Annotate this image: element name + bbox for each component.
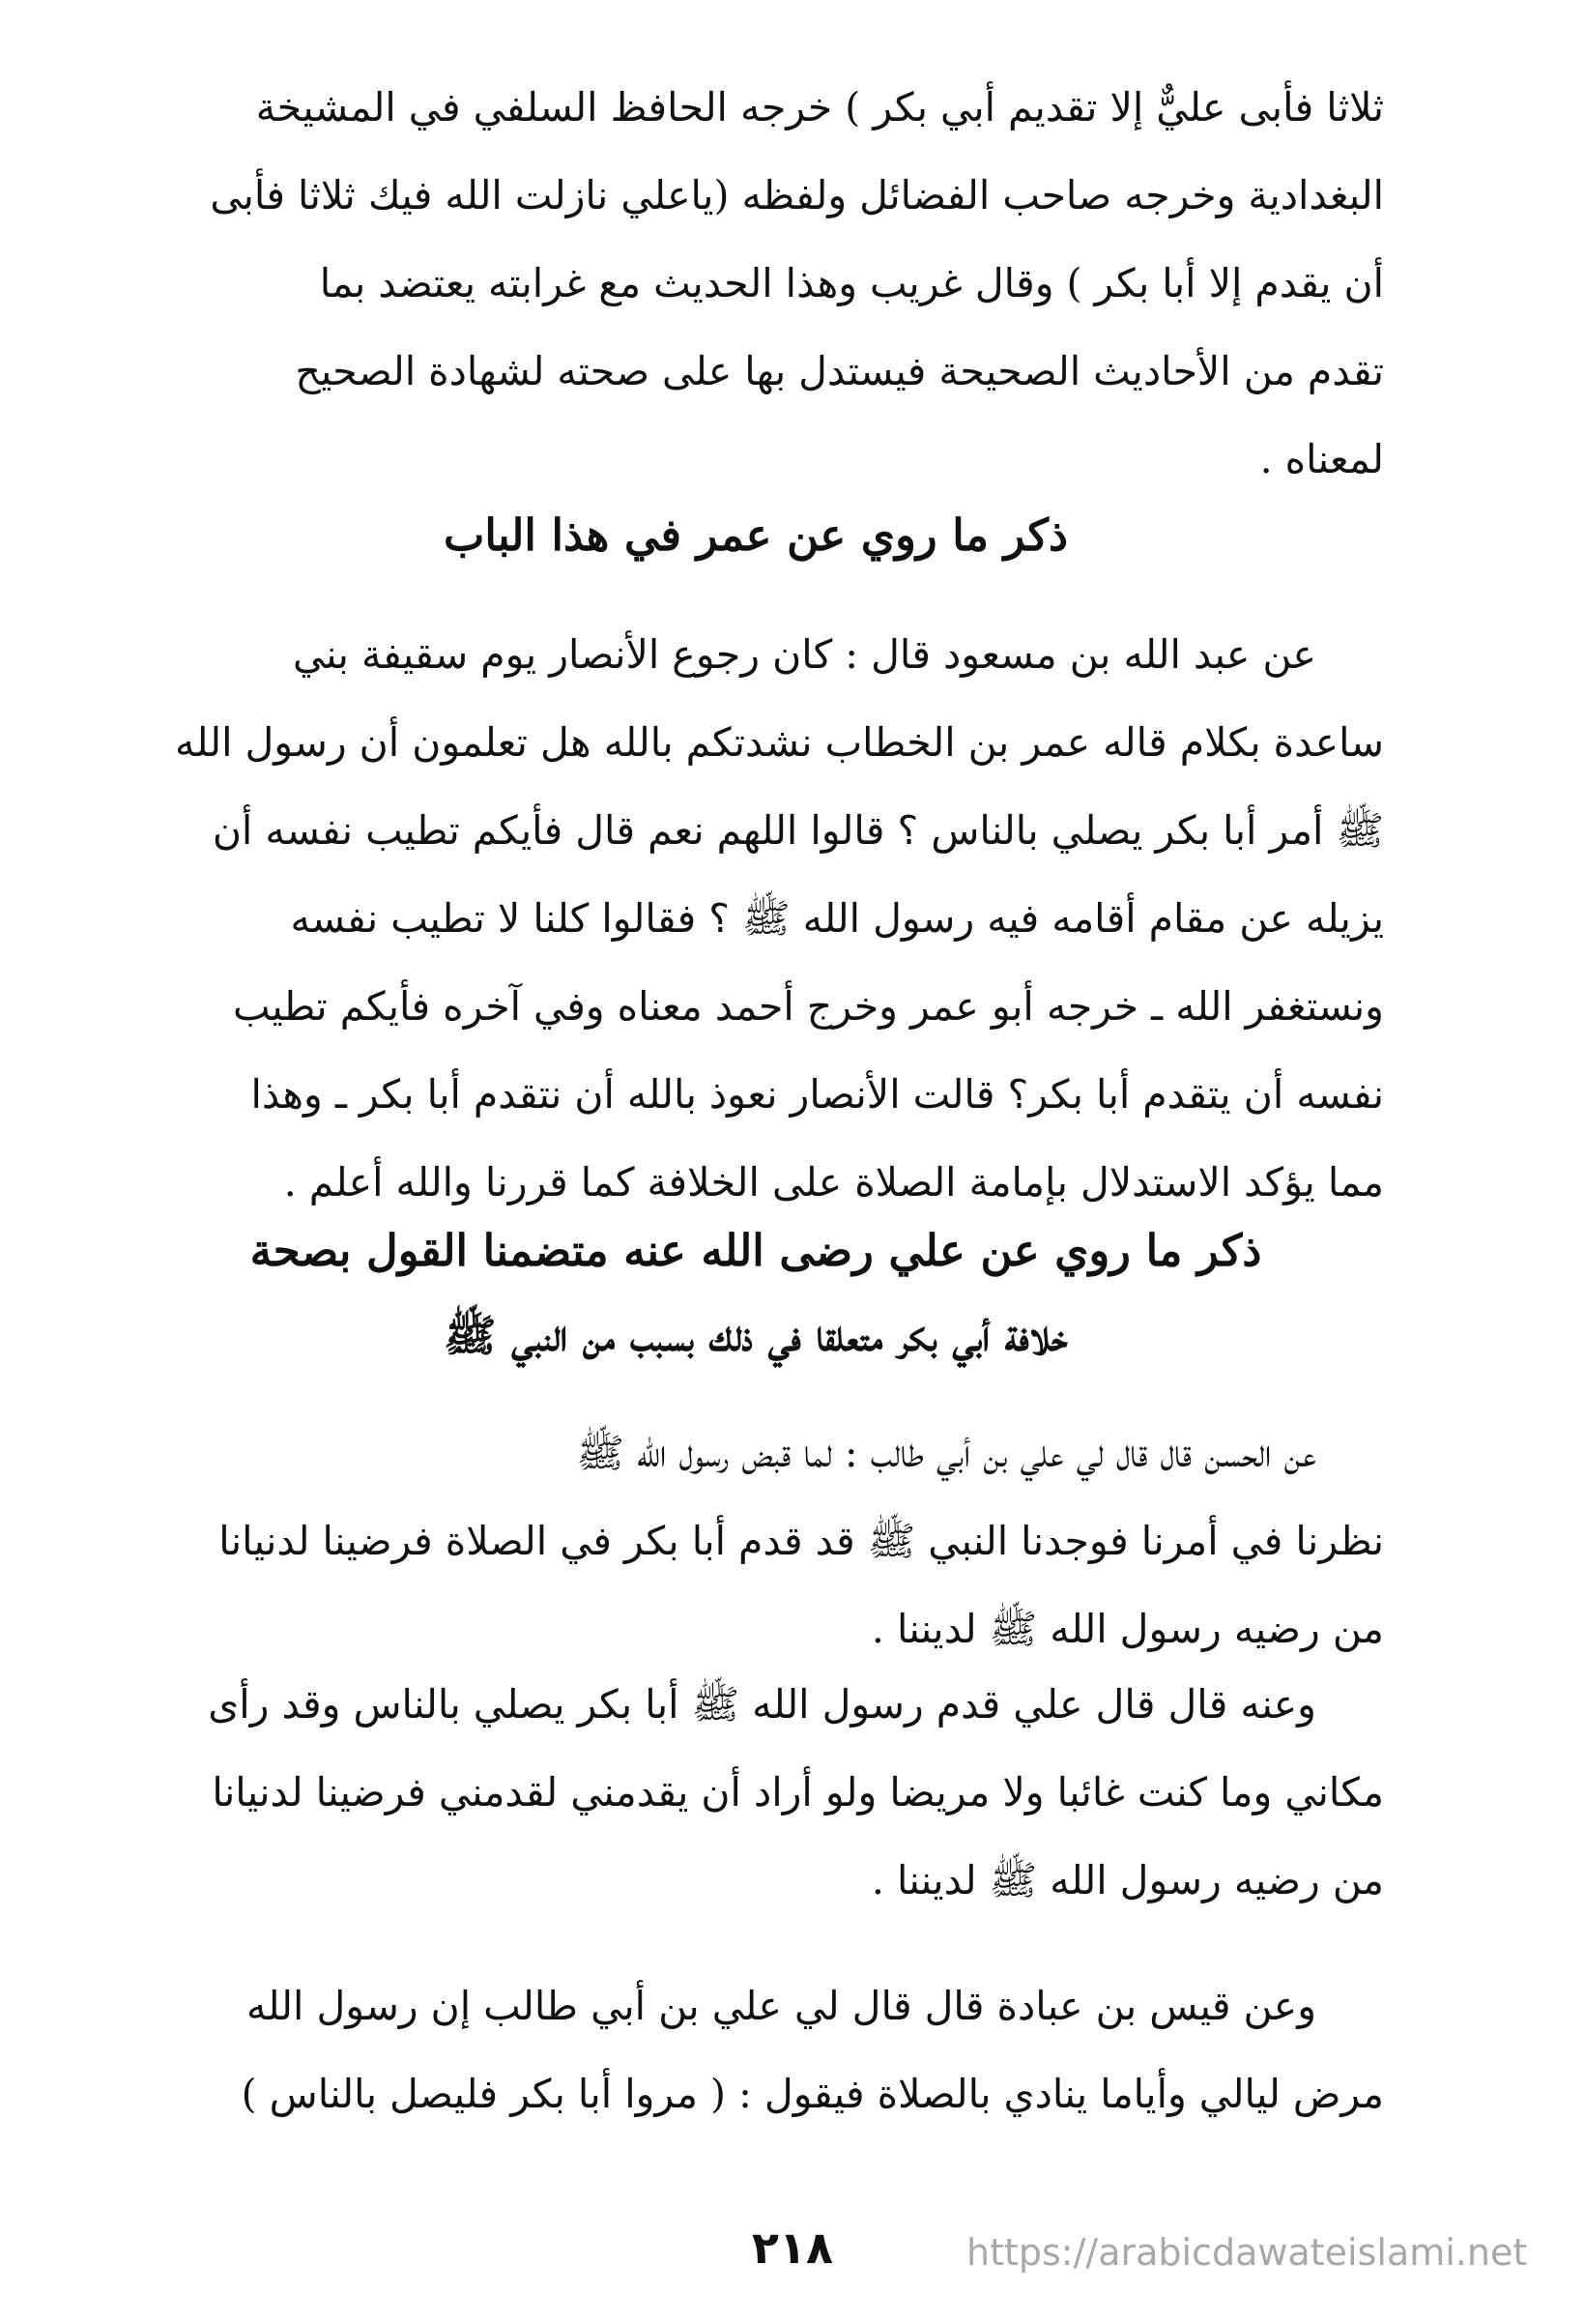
text-line: لمعناه . xyxy=(1259,436,1384,482)
text-line: من رضيه رسول الله ﷺ لديننا . xyxy=(871,1606,1384,1652)
text-line: وعنه قال قال علي قدم رسول الله ﷺ أبا بكر يصلي بالناس وقد رأى xyxy=(208,1681,1316,1728)
section-heading xyxy=(128,493,1384,578)
text-line: مكاني وما كنت غائبا ولا مريضا ولو أراد أن يقدمني لقدمني فرضينا لدنيانا xyxy=(212,1769,1384,1816)
paragraph xyxy=(128,1409,1384,1673)
paragraph xyxy=(128,611,1384,1227)
heading-line: ذكر ما روي عن عمر في هذا الباب xyxy=(444,509,1068,561)
section-heading xyxy=(128,1208,1384,1379)
text-line: ساعدة بكلام قاله عمر بن الخطاب نشدتكم بالله هل تعلمون أن رسول الله xyxy=(175,719,1384,766)
paragraph xyxy=(128,1661,1384,1925)
text-line: وعن قيس بن عبادة قال قال لي علي بن أبي طالب إن رسول الله xyxy=(246,1983,1316,2029)
heading-line: ذكر ما روي عن علي رضى الله عنه متضمنا القول بصحة xyxy=(249,1225,1262,1276)
heading-line: خلافة أبي بكر متعلقا في ذلك بسبب من النبي ﷺ xyxy=(444,1310,1068,1361)
text-line: ونستغفر الله ـ خرجه أبو عمر وخرج أحمد معناه وفي آخره فأيكم تطيب xyxy=(232,983,1384,1030)
text-line: مرض ليالي وأياما ينادي بالصلاة فيقول : ( مروا أبا بكر فليصل بالناس ) xyxy=(241,2071,1384,2117)
page-number: ٢١٨ xyxy=(751,2222,834,2274)
text-line: البغدادية وخرجه صاحب الفضائل ولفظه (ياعلي نازلت الله فيك ثلاثا فأبى xyxy=(210,172,1384,218)
text-line: يزيله عن مقام أقامه فيه رسول الله ﷺ ؟ فقالوا كلنا لا تطيب نفسه xyxy=(290,895,1384,942)
text-line: عن الحسن قال قال لي علي بن أبي طالب : لما قبض رسول الله ﷺ xyxy=(576,1430,1316,1476)
text-line: تقدم من الأحاديث الصحيحة فيستدل بها على صحته لشهادة الصحيح xyxy=(295,348,1384,394)
watermark-url: https://arabicdawateislami.net xyxy=(966,2231,1528,2274)
text-line: من رضيه رسول الله ﷺ لديننا . xyxy=(871,1857,1384,1903)
text-line: نفسه أن يتقدم أبا بكر؟ قالت الأنصار نعوذ بالله أن نتقدم أبا بكر ـ وهذا xyxy=(250,1071,1384,1118)
paragraph xyxy=(128,64,1384,504)
text-line: نظرنا في أمرنا فوجدنا النبي ﷺ قد قدم أبا بكر في الصلاة فرضينا لدنيانا xyxy=(218,1518,1384,1564)
text-line: ﷺ أمر أبا بكر يصلي بالناس ؟ قالوا اللهم نعم قال فأيكم تطيب نفسه أن xyxy=(212,807,1384,854)
text-line: مما يؤكد الاستدلال بإمامة الصلاة على الخلافة كما قررنا والله أعلم . xyxy=(283,1159,1384,1206)
paragraph xyxy=(128,1962,1384,2138)
text-line: أن يقدم إلا أبا بكر ) وقال غريب وهذا الحديث مع غرابته يعتضد بما xyxy=(319,260,1384,306)
text-line: عن عبد الله بن مسعود قال : كان رجوع الأنصار يوم سقيفة بني xyxy=(293,631,1316,678)
text-line: ثلاثا فأبى عليٌّ إلا تقديم أبي بكر ) خرجه الحافظ السلفي في المشيخة xyxy=(255,84,1384,131)
